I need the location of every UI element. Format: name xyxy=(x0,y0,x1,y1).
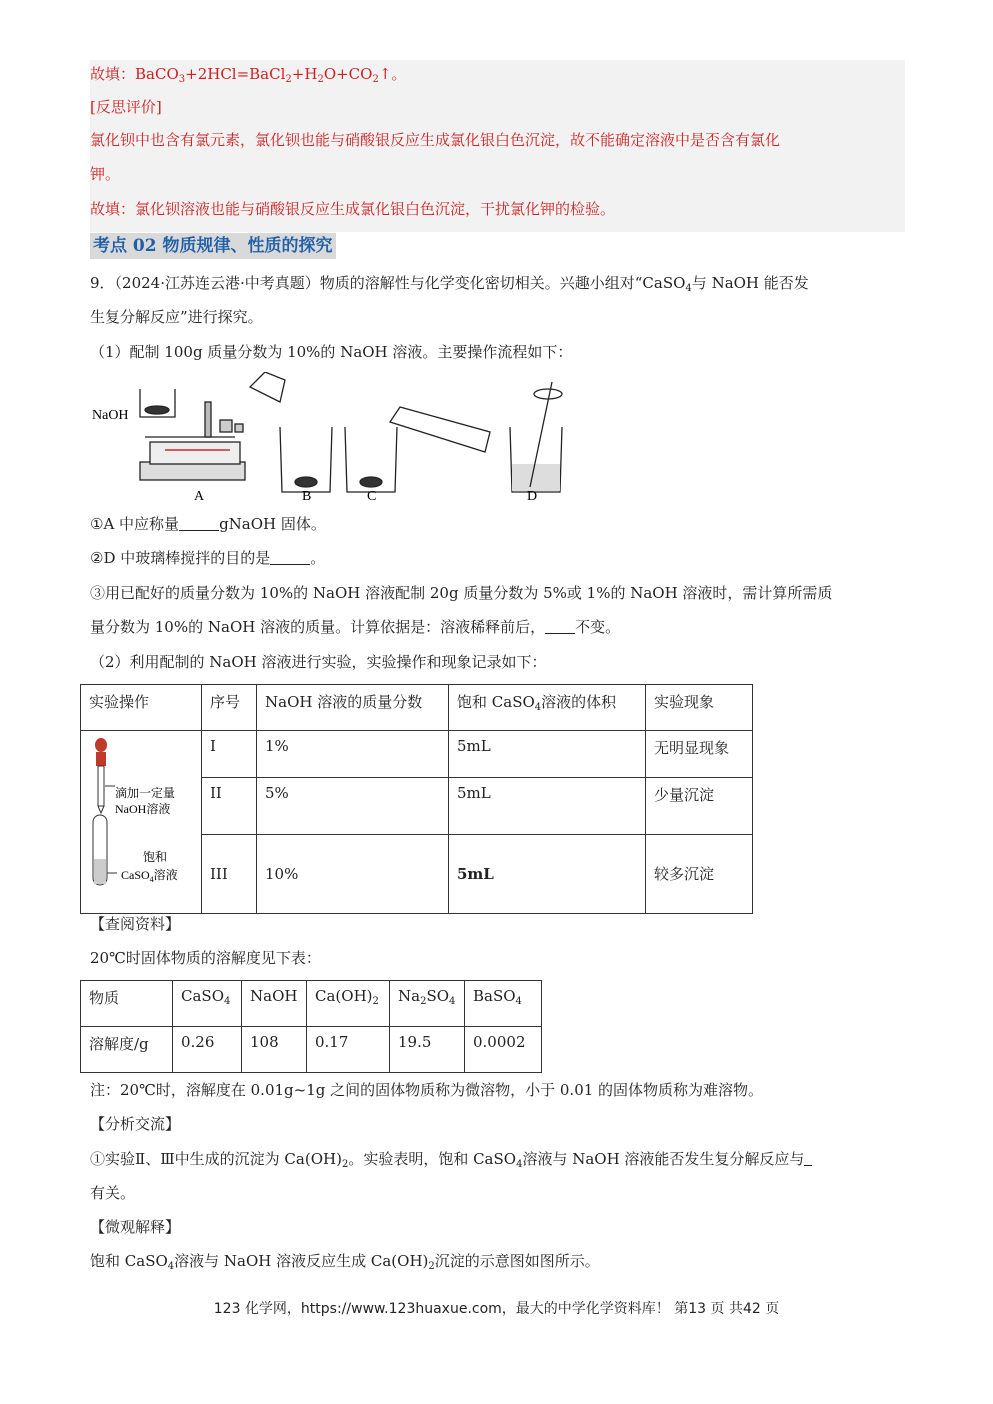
sub-question-3-line-2: 量分数为 10%的 NaOH 溶液的质量。计算依据是：溶液稀释前后， 不变。 xyxy=(90,618,621,636)
analysis-line-2: 有关。 xyxy=(90,1184,136,1202)
row-2-conc: 5% xyxy=(257,777,449,834)
experiment-table xyxy=(80,684,753,914)
question-9-line-2: 生复分解反应”进行探究。 xyxy=(90,308,263,326)
naoh-label: NaOH xyxy=(92,408,129,423)
row-2-obs: 少量沉淀 xyxy=(646,777,753,834)
sol-header-caoh2: $Ca(OH)_2$ xyxy=(307,981,390,1027)
row-2-vol: 5mL xyxy=(449,777,646,834)
measuring-cylinder xyxy=(390,407,490,452)
svg-text:滴加一定量: 滴加一定量 xyxy=(115,786,176,800)
reflection-text-1: 氯化钡中也含有氯元素，氯化钡也能与硝酸银反应生成氯化银白色沉淀，故不能确定溶液中是否含有氯化 xyxy=(90,131,781,149)
micro-heading: 【微观解释】 xyxy=(90,1218,181,1236)
th-number: 序号 xyxy=(202,685,257,731)
analysis-heading: 【分析交流】 xyxy=(90,1115,181,1133)
answer-line-1: 故填：$BaCO_3+2HCl=BaCl_2+H_2O+CO_2↑$。 xyxy=(90,65,407,85)
fig-label-a: A xyxy=(194,489,205,504)
svg-text:CaSO4溶液: CaSO$_4$溶液 xyxy=(121,868,178,884)
dropper-tube-diagram xyxy=(81,731,199,909)
note: 注：20℃时，溶解度在 0.01g~1g 之间的固体物质称为微溶物，小于 0.01 的固体物质称为难溶物。 xyxy=(90,1081,764,1099)
info-text: 20℃时固体物质的溶解度见下表： xyxy=(90,949,321,967)
th-observation: 实验现象 xyxy=(646,685,753,731)
solubility-table xyxy=(80,980,542,1073)
sol-caso4: 0.26 xyxy=(173,1027,242,1073)
fig-label-c: C xyxy=(367,489,377,504)
sub-question-2: ②D 中玻璃棒搅拌的目的是 。 xyxy=(90,549,326,567)
sol-caoh2: 0.17 xyxy=(307,1027,390,1073)
reflection-heading: [反思评价] xyxy=(90,98,162,116)
th-volume: 饱和 CaSO$_4$溶液的体积 xyxy=(449,685,646,731)
sub-question-3-line-1: ③用已配好的质量分数为 10%的 NaOH 溶液配制 20g 质量分数为 5%或 1%的 NaOH 溶液时，需计算所需质 xyxy=(90,584,833,602)
answer-blank[interactable] xyxy=(179,516,219,531)
part-1-text: （1）配制 100g 质量分数为 10%的 NaOH 溶液。主要操作流程如下： xyxy=(90,343,573,361)
answer-blank[interactable] xyxy=(545,619,575,634)
fig-label-b: B xyxy=(302,489,312,504)
row-3-conc: 10% xyxy=(257,834,449,913)
sub-question-1: ①A 中应称量 gNaOH 固体。 xyxy=(90,515,326,533)
sol-header-na2so4: $Na_2SO_4$ xyxy=(390,981,465,1027)
balance-base xyxy=(140,462,245,480)
row-3-vol: 5mL xyxy=(449,834,646,913)
sol-header-substance: 物质 xyxy=(81,981,173,1027)
question-9-line-1: 9．（2024·江苏连云港·中考真题）物质的溶解性与化学变化密切相关。兴趣小组对“CaSO$_4$与 NaOH 能否发 xyxy=(90,274,809,294)
row-1-obs: 无明显现象 xyxy=(646,731,753,778)
analysis-line-1: ①实验Ⅱ、Ⅲ中生成的沉淀为 $Ca(OH)_2$。实验表明，饱和 CaSO$_4$溶液与 NaOH 溶液能否发生复分解反应与 xyxy=(90,1148,812,1176)
fig-label-d: D xyxy=(527,489,538,504)
sol-label: 溶解度/g xyxy=(81,1027,173,1073)
reflection-text-2: 钾。 xyxy=(90,165,121,183)
row-2-no: II xyxy=(202,777,257,834)
sol-header-baso4: BaSO$_4$ xyxy=(465,981,542,1027)
sol-header-naoh: NaOH xyxy=(242,981,307,1027)
th-operation: 实验操作 xyxy=(81,685,202,731)
section-title: 考点 02 物质规律、性质的探究 xyxy=(90,233,336,259)
svg-text:饱和: 饱和 xyxy=(143,850,168,864)
sol-baso4: 0.0002 xyxy=(465,1027,542,1073)
row-3-obs: 较多沉淀 xyxy=(646,834,753,913)
part-2-text: （2）利用配制的 NaOH 溶液进行实验，实验操作和现象记录如下： xyxy=(90,653,547,671)
reflection-fill: 故填：氯化钡溶液也能与硝酸银反应生成氯化银白色沉淀，干扰氯化钾的检验。 xyxy=(90,200,616,218)
row-3-no: III xyxy=(202,834,257,913)
answer-blank[interactable] xyxy=(804,1151,812,1166)
info-heading: 【查阅资料】 xyxy=(90,915,181,933)
row-1-conc: 1% xyxy=(257,731,449,778)
sol-header-caso4: CaSO$_4$ xyxy=(173,981,242,1027)
operation-diagram-cell xyxy=(81,731,202,914)
sol-na2so4: 19.5 xyxy=(390,1027,465,1073)
page-footer: 123 化学网，https://www.123huaxue.com，最大的中学化学资料库！ 第13 页 共42 页 xyxy=(213,1301,780,1317)
sol-naoh: 108 xyxy=(242,1027,307,1073)
answer-blank[interactable] xyxy=(270,550,310,565)
row-1-vol: 5mL xyxy=(449,731,646,778)
apparatus-figure xyxy=(90,372,590,507)
svg-text:NaOH溶液: NaOH溶液 xyxy=(115,802,171,816)
pouring-beaker xyxy=(250,372,285,402)
th-concentration: NaOH 溶液的质量分数 xyxy=(257,685,449,731)
row-1-no: I xyxy=(202,731,257,778)
micro-line: 饱和 CaSO$_4$溶液与 NaOH 溶液反应生成 $Ca(OH)_2$沉淀的示意图如图所示。 xyxy=(90,1252,600,1272)
